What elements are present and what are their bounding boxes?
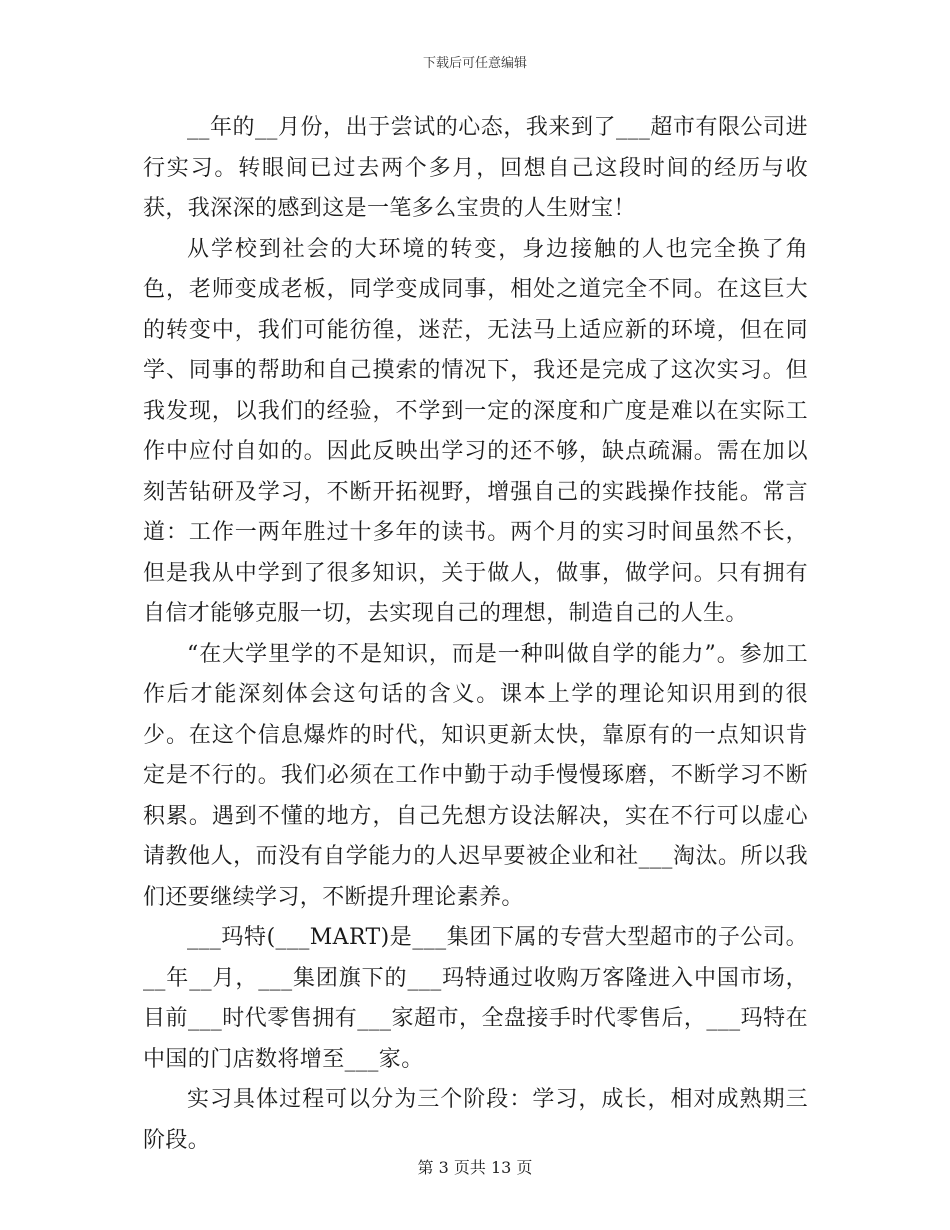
paragraph-company: ___玛特(___MART)是___集团下属的专营大型超市的子公司。__年__月，___集团旗下的___玛特通过收购万客隆进入中国市场，目前___时代零售拥有___家超市，全盘接手时代零售后，___玛特在中国的门店数将增至___家。 [143, 925, 808, 1072]
header-note: 下载后可任意编辑 [422, 56, 527, 71]
page-number: 第 3 页共 13 页 [417, 1158, 533, 1177]
paragraph-intro: __年的__月份，出于尝试的心态，我来到了___超市有限公司进行实习。转眼间已过去两个多月，回想自己这段时间的经历与收获，我深深的感到这是一笔多么宝贵的人生财宝！ [143, 115, 808, 221]
paragraph-transition: 从学校到社会的大环境的转变，身边接触的人也完全换了角色，老师变成老板，同学变成同事，相处之道完全不同。在这巨大的转变中，我们可能彷徨，迷茫，无法马上适应新的环境，但在同学、同事的帮助和自己摸索的情况下，我还是完成了这次实习。但我发现，以我们的经验，不学到一定的深度和广度是难以在实际工作中应付自如的。因此反映出学习的还不够，缺点疏漏。需在加以刻苦钻研及学习，不断开拓视野，增强自己的实践操作技能。常言道：工作一两年胜过十多年的读书。两个月的实习时间虽然不长，但是我从中学到了很多知识，关于做人，做事，做学问。只有拥有自信才能够克服一切，去实现自己的理想，制造自己的人生。 [143, 236, 808, 626]
paragraph-stages: 实习具体过程可以分为三个阶段：学习，成长，相对成熟期三阶段。 [143, 1087, 808, 1153]
document-body [143, 108, 808, 1161]
paragraph-self-learning: “在大学里学的不是知识，而是一种叫做自学的能力”。参加工作后才能深刻体会这句话的含义。课本上学的理论知识用到的很少。在这个信息爆炸的时代，知识更新太快，靠原有的一点知识肯定是不行的。我们必须在工作中勤于动手慢慢琢磨，不断学习不断积累。遇到不懂的地方，自己先想方设法解决，实在不行可以虚心请教他人，而没有自学能力的人迟早要被企业和社___淘汰。所以我们还要继续学习，不断提升理论素养。 [143, 641, 808, 910]
